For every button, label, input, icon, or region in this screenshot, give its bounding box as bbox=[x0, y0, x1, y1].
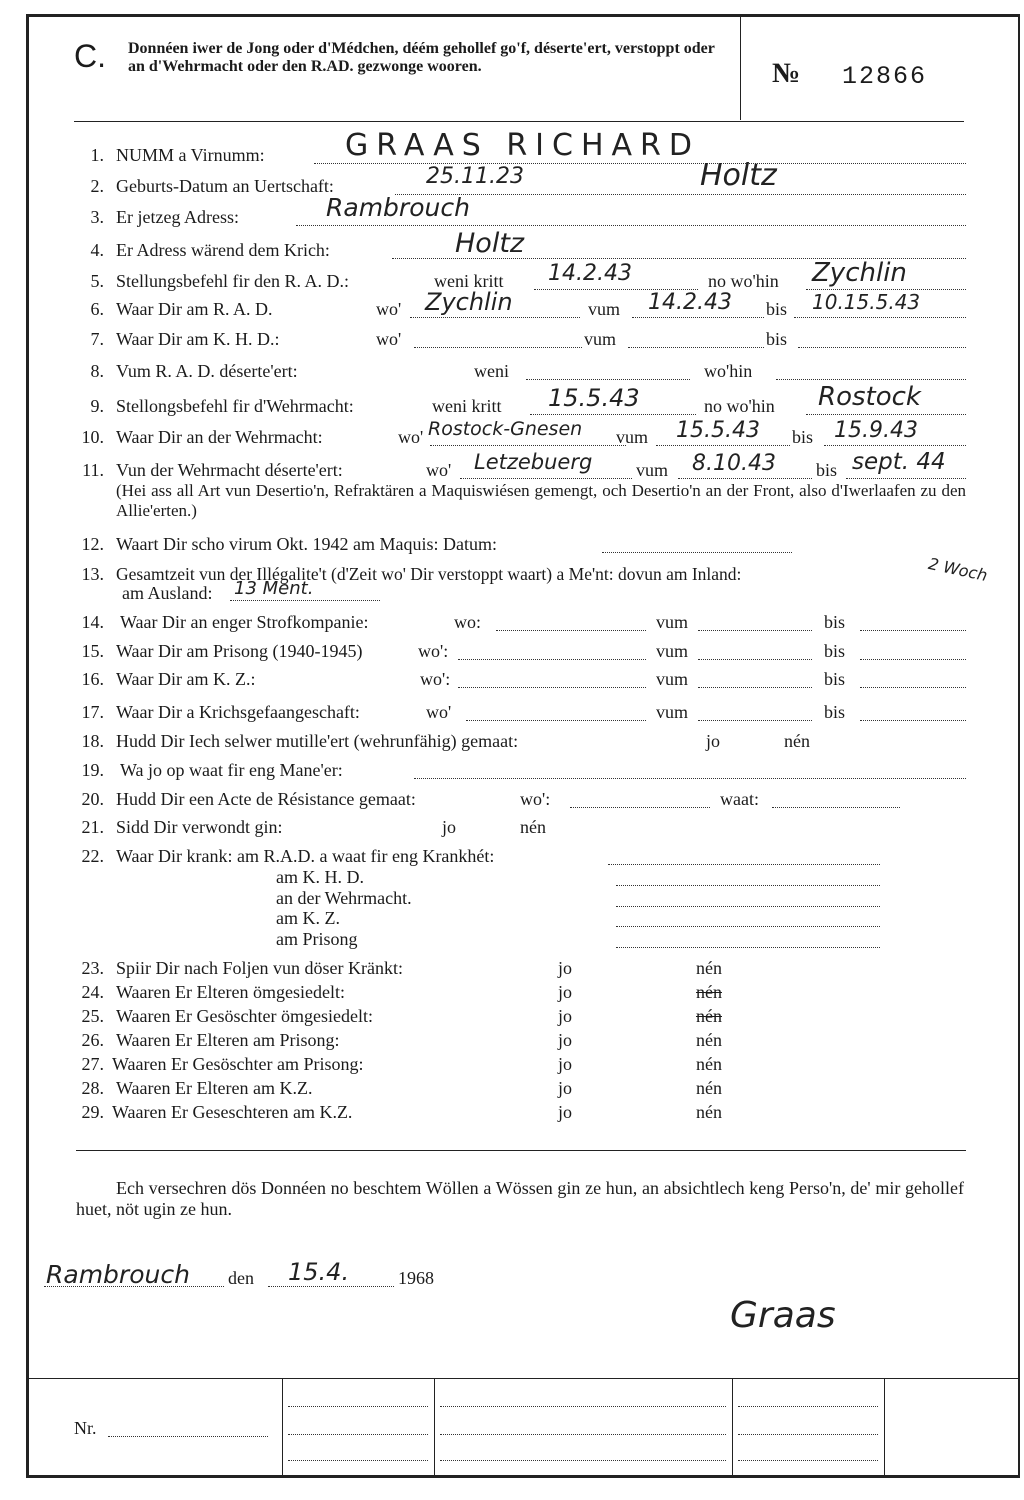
answer-ausland: 13 Ment. bbox=[234, 578, 314, 599]
answer-line bbox=[772, 807, 900, 808]
answer-line bbox=[616, 947, 880, 948]
answer-line bbox=[860, 720, 966, 721]
where-label: no wo'hin bbox=[708, 271, 779, 291]
row-number: 7. bbox=[90, 329, 104, 349]
number-value: 12866 bbox=[842, 62, 928, 91]
row-label: NUMM a Virnumm: bbox=[116, 145, 265, 165]
answer-line bbox=[656, 445, 790, 446]
sub-label: am K. Z. bbox=[276, 908, 340, 928]
wo-label: wo: bbox=[454, 612, 481, 632]
row-label: Vun der Wehrmacht déserte'ert: bbox=[116, 460, 343, 480]
row-number: 14. bbox=[81, 612, 104, 632]
answer-vum: 8.10.43 bbox=[692, 451, 776, 476]
answer-line bbox=[410, 317, 580, 318]
row-number: 15. bbox=[81, 641, 104, 661]
bis-label: bis bbox=[766, 299, 788, 319]
answer-line bbox=[395, 194, 966, 195]
answer-name: GRAAS RICHARD bbox=[345, 128, 701, 163]
footer-line bbox=[738, 1406, 878, 1407]
answer-line bbox=[698, 630, 812, 631]
footer-rule bbox=[26, 1378, 1020, 1379]
answer-war-address: Holtz bbox=[455, 228, 525, 259]
row-label: Geburts-Datum an Uertschaft: bbox=[116, 176, 334, 196]
bis-label: bis bbox=[824, 702, 846, 722]
row-label: Vum R. A. D. déserte'ert: bbox=[116, 361, 298, 381]
where-label: wo'hin bbox=[704, 361, 753, 381]
row-number: 2. bbox=[90, 176, 104, 196]
footer-divider bbox=[434, 1378, 435, 1476]
vum-label: vum bbox=[588, 299, 621, 319]
row-label: Waar Dir am Prisong (1940-1945) bbox=[116, 641, 363, 661]
footer-line bbox=[738, 1434, 878, 1435]
option-jo: jo bbox=[706, 731, 721, 751]
answer-vum: 15.5.43 bbox=[676, 418, 760, 443]
vum-label: vum bbox=[636, 460, 669, 480]
row-number: 18. bbox=[81, 731, 104, 751]
nr-label: Nr. bbox=[74, 1418, 97, 1438]
answer-line bbox=[794, 317, 966, 318]
answer-line bbox=[314, 163, 966, 164]
answer-line bbox=[570, 807, 710, 808]
answer-wo: Zychlin bbox=[425, 288, 513, 316]
footer-line bbox=[288, 1460, 428, 1461]
answer-line bbox=[698, 720, 812, 721]
header-divider bbox=[740, 16, 741, 120]
option-jo: jo bbox=[558, 982, 573, 1002]
row-label: Sidd Dir verwondt gin: bbox=[116, 817, 283, 837]
bis-label: bis bbox=[766, 329, 788, 349]
wo-label: wo' bbox=[426, 702, 452, 722]
answer-line bbox=[530, 414, 696, 415]
answer-vum: 14.2.43 bbox=[648, 290, 732, 315]
wo-label: wo' bbox=[376, 329, 402, 349]
when-label: weni kritt bbox=[432, 396, 502, 416]
row-label: Spiir Dir nach Foljen vun döser Kränkt: bbox=[116, 958, 403, 978]
option-nen: nén bbox=[696, 1030, 722, 1050]
wo-label: wo' bbox=[426, 460, 452, 480]
answer-line bbox=[430, 445, 626, 446]
row-number: 1. bbox=[90, 145, 104, 165]
answer-line bbox=[860, 630, 966, 631]
row-number: 20. bbox=[81, 789, 104, 809]
answer-when: 15.5.43 bbox=[548, 384, 640, 412]
option-jo: jo bbox=[558, 1030, 573, 1050]
row-label: Waaren Er Elteren ömgesiedelt: bbox=[116, 982, 345, 1002]
option-nen: nén bbox=[520, 817, 546, 837]
sub-label: am Prisong bbox=[276, 929, 358, 949]
answer-line bbox=[698, 659, 812, 660]
row-number: 24. bbox=[81, 982, 104, 1002]
signature-year: 1968 bbox=[398, 1268, 434, 1288]
sub-label: an der Wehrmacht. bbox=[276, 888, 412, 908]
when-label: weni kritt bbox=[434, 271, 504, 291]
answer-bis: 15.9.43 bbox=[834, 418, 918, 443]
bis-label: bis bbox=[792, 427, 814, 447]
option-nen: nén bbox=[696, 1078, 722, 1098]
footer-line bbox=[288, 1406, 428, 1407]
wo-label: wo': bbox=[420, 669, 451, 689]
row-number: 25. bbox=[81, 1006, 104, 1026]
bis-label: bis bbox=[824, 612, 846, 632]
row-number: 29. bbox=[81, 1102, 104, 1122]
row-label: Waar Dir am K. Z.: bbox=[116, 669, 256, 689]
row-label-2: am Ausland: bbox=[122, 583, 213, 603]
header-rule bbox=[74, 121, 964, 122]
wo-label: wo': bbox=[520, 789, 551, 809]
row-number: 28. bbox=[81, 1078, 104, 1098]
answer-line bbox=[602, 552, 792, 553]
answer-when: 14.2.43 bbox=[548, 261, 632, 286]
answer-line bbox=[616, 906, 880, 907]
answer-line bbox=[776, 379, 966, 380]
signature-place: Rambrouch bbox=[46, 1260, 190, 1289]
footer-divider bbox=[732, 1378, 733, 1476]
row-number: 13. bbox=[81, 564, 104, 584]
answer-line bbox=[460, 478, 632, 479]
signature-date: 15.4. bbox=[288, 1258, 350, 1286]
answer-inland: 2 Woch bbox=[926, 553, 990, 586]
vum-label: vum bbox=[656, 702, 689, 722]
row-label: Waar Dir krank: am R.A.D. a waat fir eng Krankhét: bbox=[116, 846, 495, 866]
row-label: Waaren Er Gesöschter ömgesiedelt: bbox=[116, 1006, 373, 1026]
row-number: 23. bbox=[81, 958, 104, 978]
footer-line bbox=[288, 1434, 428, 1435]
row-number: 19. bbox=[81, 760, 104, 780]
when-label: weni bbox=[474, 361, 509, 381]
answer-line bbox=[44, 1286, 224, 1287]
footer-line bbox=[738, 1460, 878, 1461]
row-number: 10. bbox=[81, 427, 104, 447]
answer-line bbox=[798, 347, 966, 348]
row-number: 12. bbox=[81, 534, 104, 554]
vum-label: vum bbox=[616, 427, 649, 447]
row-number: 5. bbox=[90, 271, 104, 291]
wo-label: wo' bbox=[376, 299, 402, 319]
row-number: 21. bbox=[81, 817, 104, 837]
bis-label: bis bbox=[816, 460, 838, 480]
row-label: Stellongsbefehl fir d'Wehrmacht: bbox=[116, 396, 354, 416]
option-nen: nén bbox=[696, 1102, 722, 1122]
answer-wo: Rostock-Gnesen bbox=[428, 418, 583, 440]
option-jo: jo bbox=[558, 958, 573, 978]
row-number: 26. bbox=[81, 1030, 104, 1050]
row-number: 4. bbox=[90, 240, 104, 260]
row-label: Waaren Er Gesöschter am Prisong: bbox=[112, 1054, 364, 1074]
answer-line bbox=[268, 1286, 394, 1287]
option-jo: jo bbox=[558, 1078, 573, 1098]
vum-label: vum bbox=[584, 329, 617, 349]
row-number: 16. bbox=[81, 669, 104, 689]
answer-line bbox=[458, 659, 646, 660]
option-jo: jo bbox=[558, 1054, 573, 1074]
waat-label: waat: bbox=[720, 789, 759, 809]
footer-line bbox=[440, 1460, 726, 1461]
answer-birthplace: Holtz bbox=[700, 158, 777, 193]
row-label: Stellungsbefehl fir den R. A. D.: bbox=[116, 271, 349, 291]
den-label: den bbox=[228, 1268, 254, 1288]
answer-bis: sept. 44 bbox=[852, 449, 946, 475]
answer-address: Rambrouch bbox=[326, 193, 470, 222]
bis-label: bis bbox=[824, 669, 846, 689]
answer-wo: Letzebuerg bbox=[474, 450, 593, 474]
option-jo: jo bbox=[442, 817, 457, 837]
option-jo: jo bbox=[558, 1102, 573, 1122]
answer-line bbox=[296, 225, 966, 226]
answer-line bbox=[846, 478, 966, 479]
answer-line bbox=[824, 445, 966, 446]
row-label: Waar Dir an der Wehrmacht: bbox=[116, 427, 323, 447]
row-label: Waaren Er Geseschteren am K.Z. bbox=[112, 1102, 353, 1122]
option-nen: nén bbox=[696, 1054, 722, 1074]
answer-line bbox=[526, 379, 690, 380]
number-label: № bbox=[772, 58, 801, 89]
signature-name: Graas bbox=[730, 1295, 836, 1336]
option-nen-struck: nén bbox=[696, 1006, 722, 1026]
option-nen: nén bbox=[696, 958, 722, 978]
sub-label: am K. H. D. bbox=[276, 867, 364, 887]
footer-divider bbox=[282, 1378, 283, 1476]
option-nen-struck: nén bbox=[696, 982, 722, 1002]
answer-line bbox=[230, 600, 380, 601]
row-label: Er jetzeg Adress: bbox=[116, 207, 239, 227]
row-number: 3. bbox=[90, 207, 104, 227]
wo-label: wo' bbox=[398, 427, 424, 447]
option-jo: jo bbox=[558, 1006, 573, 1026]
row-label: Hudd Dir Iech selwer mutille'ert (wehrunfähig) gemaat: bbox=[116, 731, 519, 751]
answer-line bbox=[616, 885, 880, 886]
answer-line bbox=[806, 414, 966, 415]
answer-line bbox=[466, 720, 646, 721]
form-title: Donnéen iwer de Jong oder d'Médchen, déém gehollef go'f, déserte'ert, verstoppt oder an d'Wehrmacht oder den R.AD. gezwonge wooren. bbox=[128, 40, 715, 75]
bis-label: bis bbox=[824, 641, 846, 661]
row-label: Wa jo op waat fir eng Mane'er: bbox=[120, 760, 343, 780]
row-number: 22. bbox=[81, 846, 104, 866]
option-nen: nén bbox=[784, 731, 810, 751]
answer-where: Zychlin bbox=[812, 258, 907, 288]
where-label: no wo'hin bbox=[704, 396, 775, 416]
declaration: Ech versechren dös Donnéen no beschtem Wöllen a Wössen gin ze hun, an absichtlech keng Perso'n, de' mir gehollef huet, nöt ugin ze hun. bbox=[76, 1178, 964, 1219]
answer-line bbox=[698, 687, 812, 688]
form-letter: C. bbox=[74, 38, 106, 74]
answer-line bbox=[632, 317, 764, 318]
answer-line bbox=[678, 478, 812, 479]
row-number: 6. bbox=[90, 299, 104, 319]
row-number: 8. bbox=[90, 361, 104, 381]
answer-where: Rostock bbox=[818, 382, 921, 412]
footer-divider bbox=[884, 1378, 885, 1476]
answer-line bbox=[616, 926, 880, 927]
row-number: 9. bbox=[90, 396, 104, 416]
answer-birthdate: 25.11.23 bbox=[426, 164, 524, 189]
vum-label: vum bbox=[656, 669, 689, 689]
row-label: Waart Dir scho virum Okt. 1942 am Maquis: Datum: bbox=[116, 534, 497, 554]
footer-line bbox=[440, 1434, 726, 1435]
row-label: Waaren Er Elteren am Prisong: bbox=[116, 1030, 340, 1050]
row-label: Waaren Er Elteren am K.Z. bbox=[116, 1078, 313, 1098]
answer-line bbox=[496, 630, 646, 631]
row-label: Er Adress wärend dem Krich: bbox=[116, 240, 330, 260]
footer-line bbox=[440, 1406, 726, 1407]
row-label: Waar Dir am K. H. D.: bbox=[116, 329, 280, 349]
row-note: (Hei ass all Art vun Desertio'n, Refraktären a Maquiswiésen gemengt, och Desertio'n an der Front, also d'Iwerlaafen zu den Allie'erten.) bbox=[116, 481, 966, 520]
row-label: Hudd Dir een Acte de Résistance gemaat: bbox=[116, 789, 416, 809]
row-number: 11. bbox=[82, 460, 104, 480]
answer-line bbox=[628, 347, 764, 348]
section-rule bbox=[76, 1150, 966, 1151]
wo-label: wo': bbox=[418, 641, 449, 661]
answer-line bbox=[458, 687, 646, 688]
answer-line bbox=[414, 347, 582, 348]
row-label: Waar Dir an enger Strofkompanie: bbox=[120, 612, 369, 632]
answer-line bbox=[860, 687, 966, 688]
answer-bis: 10.15.5.43 bbox=[812, 290, 921, 314]
answer-line bbox=[860, 659, 966, 660]
row-number: 27. bbox=[81, 1054, 104, 1074]
row-label: Waar Dir a Krichsgefaangeschaft: bbox=[116, 702, 360, 722]
vum-label: vum bbox=[656, 612, 689, 632]
answer-line bbox=[414, 778, 966, 779]
row-label: Gesamtzeit vun der Illégalite't (d'Zeit wo' Dir verstoppt waart) a Me'nt: dovun am Inland: bbox=[116, 564, 742, 584]
vum-label: vum bbox=[656, 641, 689, 661]
row-number: 17. bbox=[81, 702, 104, 722]
footer-line bbox=[108, 1436, 268, 1437]
answer-line bbox=[608, 864, 880, 865]
row-label: Waar Dir am R. A. D. bbox=[116, 299, 273, 319]
